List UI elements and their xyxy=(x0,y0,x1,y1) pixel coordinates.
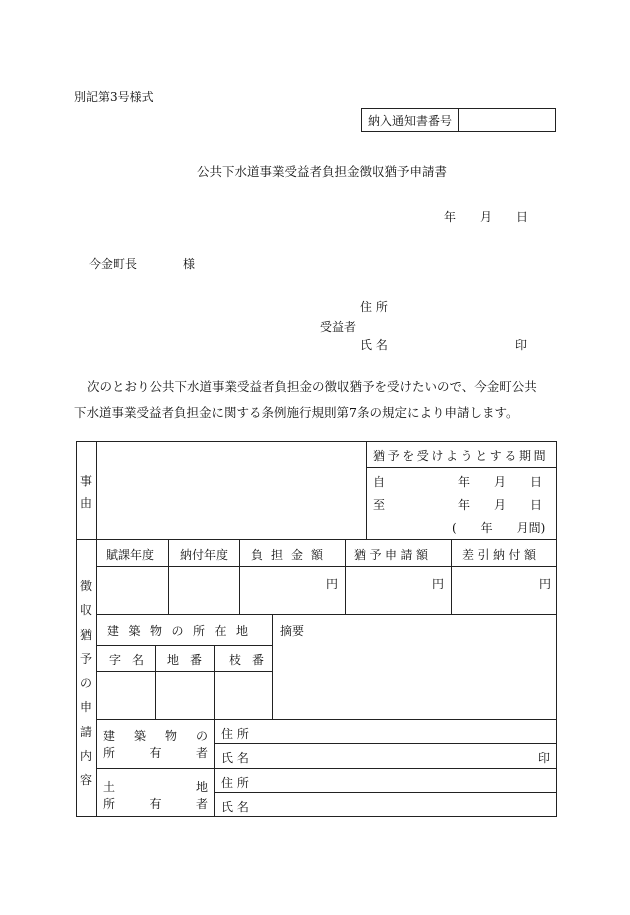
land-owner-line1: 土 地 xyxy=(103,780,208,794)
page-title: 公共下水道事業受益者負担金徴収猶予申請書 xyxy=(197,164,448,179)
col-payment-year: 納付年度 xyxy=(180,548,229,562)
remarks-label: 摘要 xyxy=(280,624,305,638)
building-owner-seal: 印 xyxy=(538,751,551,765)
period-from-date[interactable]: 年 月 日 xyxy=(458,475,543,489)
col-net-payment: 差引納付額 xyxy=(462,548,540,562)
col-assessment-year: 賦課年度 xyxy=(106,548,155,562)
period-header: 猶予を受けようとする期間 xyxy=(373,449,549,463)
building-owner-line1: 建 築 物 の xyxy=(103,729,208,743)
building-owner-address-label: 住 所 xyxy=(221,727,249,741)
yen-deferral: 円 xyxy=(432,577,445,591)
land-owner-line2: 所 有 者 xyxy=(103,797,208,811)
building-owner-name-label: 氏 名 xyxy=(221,751,249,765)
addressee: 今金町長 xyxy=(89,257,138,271)
land-owner-name-label: 氏 名 xyxy=(221,800,249,814)
period-to-date[interactable]: 年 月 日 xyxy=(458,498,543,512)
body-text: 次のとおり公共下水道事業受益者負担金の徴収猶予を受けたいので、今金町公共下水道事業受益者負担金に関する条例施行規則第7条の規定により申請します。 xyxy=(74,379,537,420)
yen-charge: 円 xyxy=(326,577,339,591)
applicant-seal: 印 xyxy=(515,338,528,352)
applicant-group-label: 受益者 xyxy=(320,320,357,334)
building-owner-line2: 所 有 者 xyxy=(103,746,208,760)
details-section-label: 徴収猶予の申請内容 xyxy=(79,579,92,788)
applicant-name-label: 氏 名 xyxy=(360,338,388,352)
period-to-label: 至 xyxy=(373,498,386,512)
reason-label: 事由 xyxy=(79,474,92,510)
date-line[interactable]: 年 月 日 xyxy=(444,210,529,224)
notice-number-label: 納入通知書番号 xyxy=(368,114,453,128)
addressee-honorific: 様 xyxy=(183,257,196,271)
col-lot-number: 地番 xyxy=(167,653,214,667)
land-owner-address-label: 住 所 xyxy=(221,776,249,790)
period-duration[interactable]: ( 年 月間) xyxy=(452,521,546,535)
col-aza-name: 字名 xyxy=(109,653,156,667)
applicant-address-label: 住 所 xyxy=(360,300,388,314)
building-location-label: 建築物の所在地 xyxy=(107,624,258,638)
form-label: 別記第3号様式 xyxy=(74,90,154,104)
col-deferral-amount: 猶予申請額 xyxy=(354,548,432,562)
period-from-label: 自 xyxy=(373,475,386,489)
reason-input[interactable] xyxy=(97,442,365,538)
col-sub-number: 枝番 xyxy=(229,653,276,667)
yen-net: 円 xyxy=(539,577,552,591)
col-charge-amount: 負担金額 xyxy=(251,548,332,562)
